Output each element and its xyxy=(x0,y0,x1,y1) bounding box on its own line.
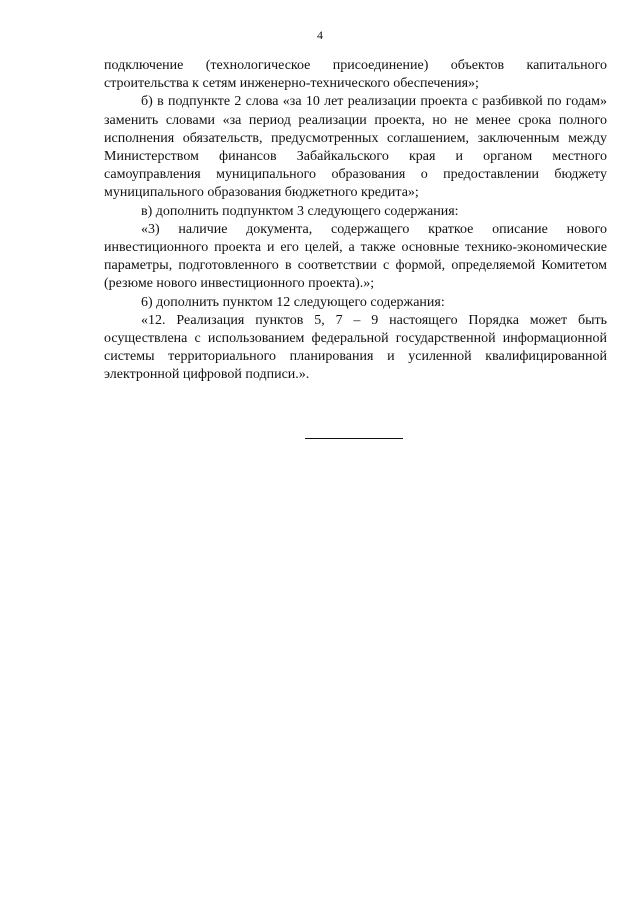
paragraph-item-6: 6) дополнить пунктом 12 следующего содержания: xyxy=(141,294,445,310)
paragraph-item-v: в) дополнить подпунктом 3 следующего содержания: xyxy=(141,203,459,219)
paragraph-quote-12: «12. Реализация пунктов 5, 7 – 9 настоящего Порядка может быть осуществлена с использованием федеральной государственной информационной системы территориального планирования и усиленной квалифицированной электронной цифровой подписи.». xyxy=(104,312,607,383)
paragraph-item-b: б) в подпункте 2 слова «за 10 лет реализации проекта с разбивкой по годам» заменить словами «за период реализации проекта, но не менее срока полного исполнения обязательств, предусмотренных соглашением, заключенным между Министерством финансов Забайкальского края и органом местного самоуправления муниципального образования о предоставлении бюджету муниципального образования бюджетного кредита»; xyxy=(104,94,607,201)
document-body xyxy=(104,57,607,385)
page-number: 4 xyxy=(317,28,323,42)
closing-divider-line xyxy=(305,438,403,439)
paragraph-quote-3: «3) наличие документа, содержащего краткое описание нового инвестиционного проекта и его целей, а также основные технико-экономические параметры, подготовленного в соответствии с формой, определяемой Комитетом (резюме нового инвестиционного проекта).»; xyxy=(104,221,607,292)
paragraph-continuation: подключение (технологическое присоединение) объектов капитального строительства к сетям инженерно-технического обеспечения»; xyxy=(104,58,607,92)
